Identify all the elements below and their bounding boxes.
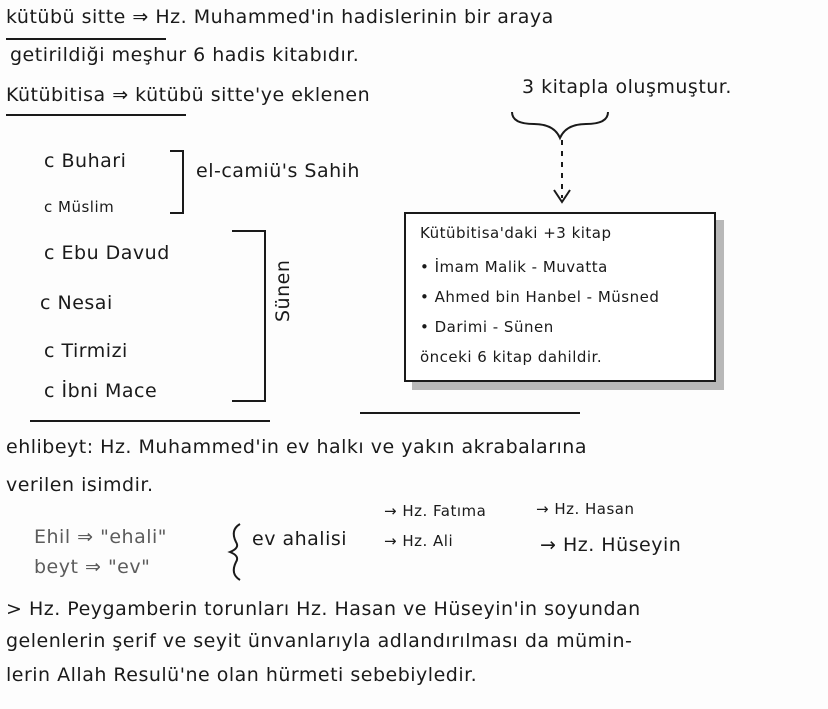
book-item-nesai: c Nesai: [40, 292, 113, 314]
sunen-bracket: [232, 230, 266, 402]
beyt-etymology: beyt ⇒ "ev": [34, 556, 151, 578]
ev-ahalisi-brace: [230, 524, 240, 580]
box-item-musned: • Ahmed bin Hanbel - Müsned: [420, 288, 660, 306]
curly-brace-top: [512, 112, 608, 138]
kutubu-sitte-definition-line1: kütübü sitte ⇒ Hz. Muhammed'in hadislerinin bir araya: [6, 6, 554, 28]
ehlibeyt-definition-line2: verilen isimdir.: [6, 474, 154, 496]
kutubitisa-definition-line2: 3 kitapla oluşmuştur.: [522, 76, 732, 98]
book-item-muslim: c Müslim: [44, 198, 115, 216]
box-item-muvatta: • İmam Malik - Muvatta: [420, 258, 608, 276]
divider-right: [360, 412, 580, 414]
paragraph-line1: > Hz. Peygamberin torunları Hz. Hasan ve Hüseyin'in soyundan: [6, 598, 641, 620]
sunen-label: Sünen: [272, 259, 294, 322]
kutubitisa-definition-line1: Kütübitisa ⇒ kütübü sitte'ye eklenen: [6, 84, 371, 106]
name-hasan: → Hz. Hasan: [536, 500, 635, 518]
ev-ahalisi: ev ahalisi: [252, 528, 348, 550]
ehil-etymology: Ehil ⇒ "ehali": [34, 526, 168, 548]
name-fatima: → Hz. Fatıma: [384, 502, 487, 520]
paragraph-line3: lerin Allah Resulü'ne olan hürmeti sebebiyledir.: [6, 664, 478, 686]
divider-left: [30, 420, 270, 422]
book-item-buhari: c Buhari: [44, 150, 127, 172]
name-huseyin: → Hz. Hüseyin: [540, 534, 682, 556]
sahih-bracket: [170, 150, 184, 214]
kutubu-sitte-definition-line2: getirildiği meşhur 6 hadis kitabıdır.: [10, 44, 360, 66]
sahih-label: el-camiü's Sahih: [196, 160, 360, 182]
paragraph-line2: gelenlerin şerif ve seyit ünvanlarıyla adlandırılması da mümin-: [6, 630, 633, 652]
name-ali: → Hz. Ali: [384, 532, 454, 550]
ehlibeyt-definition-line1: ehlibeyt: Hz. Muhammed'in ev halkı ve yakın akrabalarına: [6, 436, 587, 458]
kutubitisa-box: [404, 212, 716, 382]
book-item-tirmizi: c Tirmizi: [44, 340, 128, 362]
box-item-darimi: • Darimi - Sünen: [420, 318, 554, 336]
box-footer: önceki 6 kitap dahildir.: [420, 348, 603, 366]
book-item-ebu-davud: c Ebu Davud: [44, 242, 170, 264]
book-item-ibni-mace: c İbni Mace: [44, 380, 158, 402]
box-title: Kütübitisa'daki +3 kitap: [420, 224, 612, 242]
